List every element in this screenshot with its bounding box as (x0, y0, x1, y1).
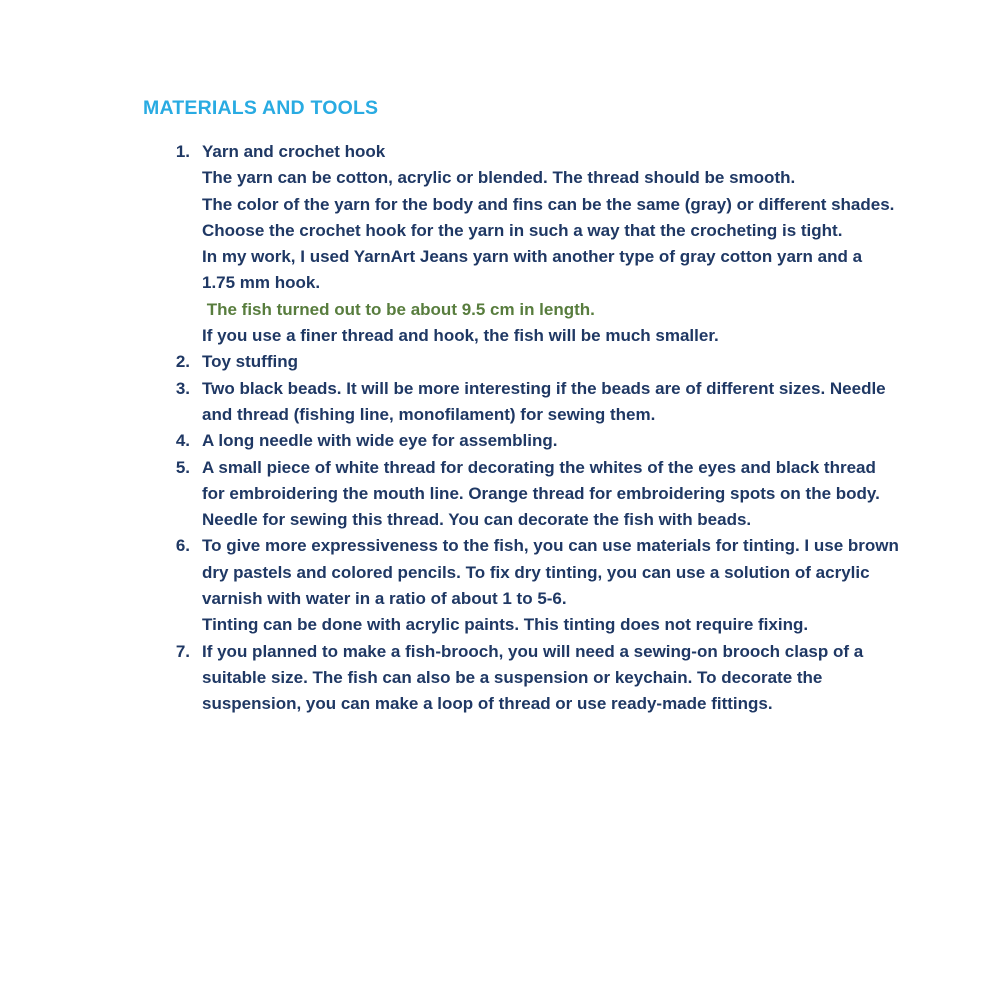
page-title: MATERIALS AND TOOLS (143, 97, 379, 119)
text-line: To give more expressiveness to the fish, you can use materials for tinting. I use brown (202, 536, 899, 556)
list-item-body (202, 455, 942, 534)
list-item-number: 1. (175, 142, 190, 161)
text-line: and thread (fishing line, monofilament) for sewing them. (202, 404, 656, 424)
text-line: suitable size. The fish can also be a suspension or keychain. To decorate the (202, 667, 823, 687)
list-item-number: 5. (175, 457, 190, 477)
text-line: Two black beads. It will be more interesting if the beads are of different sizes. Needle (202, 378, 886, 398)
text-line: suspension, you can make a loop of thread or use ready-made fittings. (202, 694, 773, 714)
list-item (0, 139, 1000, 349)
list-item (0, 376, 1000, 429)
list-item (0, 639, 1000, 718)
text-line: In my work, I used YarnArt Jeans yarn with another type of gray cotton yarn and a (202, 247, 863, 267)
text-line: If you use a finer thread and hook, the fish will be much smaller. (202, 326, 719, 346)
text-line: If you planned to make a fish-brooch, you will need a sewing-on brooch clasp of a (202, 641, 864, 661)
text-line: The color of the yarn for the body and fins can be the same (gray) or different shades. (202, 194, 895, 214)
text-line: Choose the crochet hook for the yarn in such a way that the crocheting is tight. (202, 220, 843, 240)
text-line: The yarn can be cotton, acrylic or blended. The thread should be smooth. (202, 168, 796, 188)
text-line: varnish with water in a ratio of about 1 to 5-6. (202, 589, 567, 609)
list-item (0, 455, 1000, 534)
list-item-number: 7. (175, 641, 190, 661)
text-line: Yarn and crochet hook (202, 142, 386, 161)
list-item-number: 2. (175, 352, 190, 372)
list-item (0, 533, 1000, 638)
text-line: A long needle with wide eye for assembling. (202, 431, 558, 451)
list-item-number: 4. (175, 431, 190, 451)
text-line: for embroidering the mouth line. Orange thread for embroidering spots on the body. (202, 483, 880, 503)
text-line: Tinting can be done with acrylic paints. This tinting does not require fixing. (202, 615, 809, 635)
list-item-body (202, 376, 942, 429)
list-item (0, 349, 1000, 375)
list-item (0, 428, 1000, 454)
text-line: A small piece of white thread for decorating the whites of the eyes and black thread (202, 457, 876, 477)
list-item-body (202, 428, 942, 454)
text-line: 1.75 mm hook. (202, 273, 321, 293)
text-line: Needle for sewing this thread. You can decorate the fish with beads. (202, 510, 752, 530)
highlighted-note-line: The fish turned out to be about 9.5 cm in length. (202, 299, 595, 319)
list-item-number: 3. (175, 378, 190, 398)
materials-ordered-list (0, 139, 1000, 718)
list-item-body (202, 533, 942, 638)
list-item-body (202, 139, 942, 349)
list-item-body (202, 639, 942, 718)
text-line: dry pastels and colored pencils. To fix dry tinting, you can use a solution of acrylic (202, 562, 870, 582)
list-item-body (202, 349, 942, 375)
list-item-number: 6. (175, 536, 190, 556)
text-line: Toy stuffing (202, 352, 298, 372)
